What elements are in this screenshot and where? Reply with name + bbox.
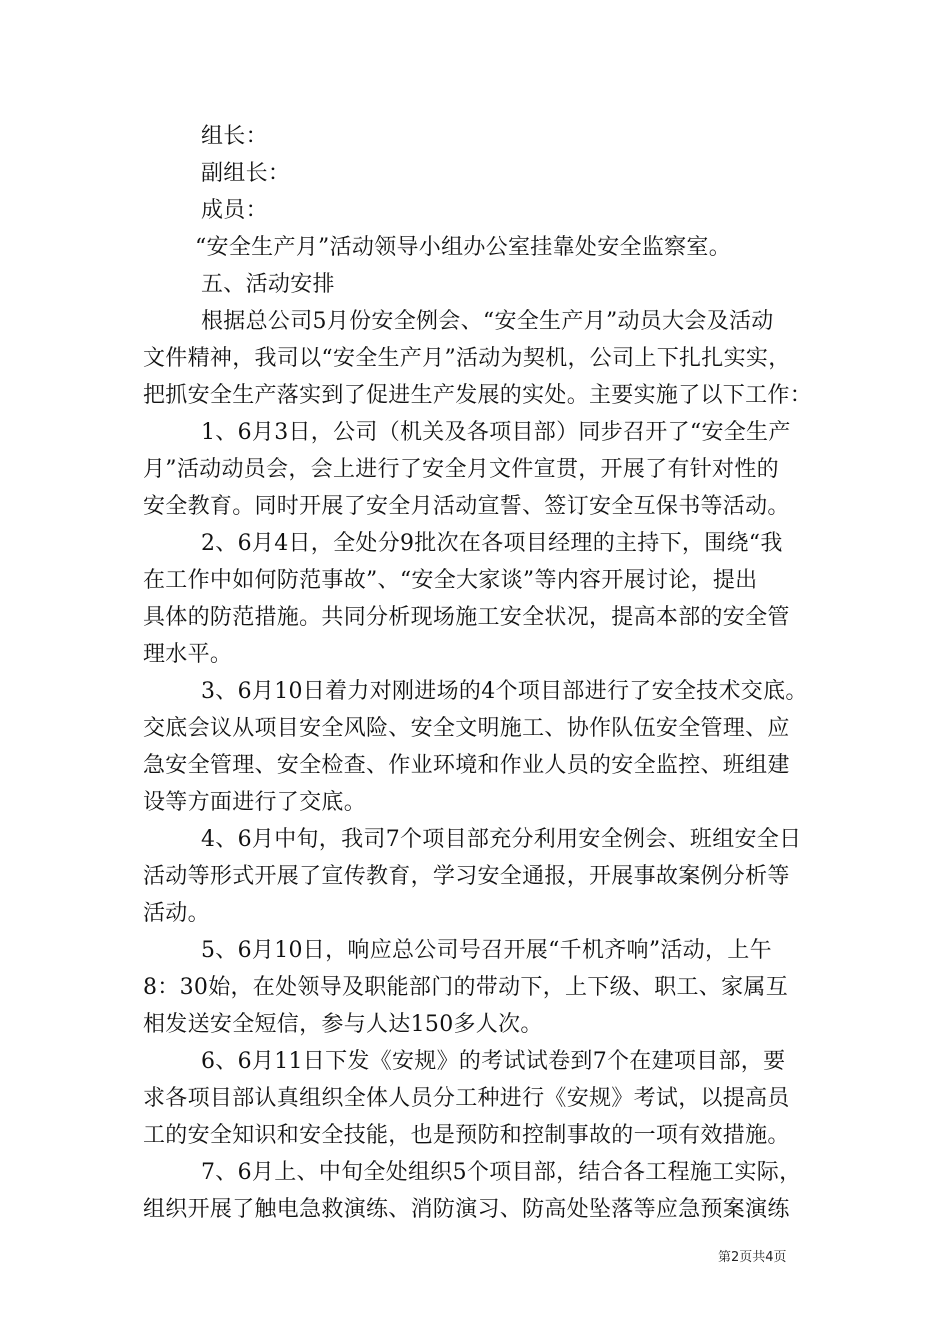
item-3-line: 急安全管理、安全检查、作业环境和作业人员的安全监控、班组建 [143,753,790,778]
paragraph-line: 把抓安全生产落实到了促进生产发展的实处。主要实施了以下工作： [143,383,813,408]
item-3-line: 交底会议从项目安全风险、安全文明施工、协作队伍安全管理、应 [143,716,790,741]
item-4-line: 活动等形式开展了宣传教育，学习安全通报，开展事故案例分析等 [143,864,790,889]
paragraph-line: 根据总公司5月份安全例会、“安全生产月”动员大会及活动 [201,309,774,334]
item-5-line: 8：30始，在处领导及职能部门的带动下，上下级、职工、家属互 [143,975,788,1000]
page-number-footer: 第2页共4页 [718,1250,787,1265]
item-1-line: 1、6月3日，公司（机关及各项目部）同步召开了“安全生产 [201,420,791,445]
paragraph-line: 文件精神，我司以“安全生产月”活动为契机，公司上下扎扎实实， [143,346,791,371]
item-2-line: 2、6月4日，全处分9批次在各项目经理的主持下，围绕“我 [201,531,783,556]
item-1-line: 安全教育。同时开展了安全月活动宣誓、签订安全互保书等活动。 [143,494,790,519]
item-1-line: 月”活动动员会，会上进行了安全月文件宣贯，开展了有针对性的 [143,457,779,482]
item-2-line: 在工作中如何防范事故”、“安全大家谈”等内容开展讨论，提出 [143,568,758,593]
item-5-line: 相发送安全短信，参与人达150多人次。 [143,1012,543,1037]
members-line: 成员： [201,198,268,223]
item-2-line: 理水平。 [143,642,233,667]
item-2-line: 具体的防范措施。共同分析现场施工安全状况，提高本部的安全管 [143,605,790,630]
item-6-line: 求各项目部认真组织全体人员分工种进行《安规》考试，以提高员 [143,1086,790,1111]
item-4-line: 活动。 [143,901,210,926]
section-heading: 五、活动安排 [201,272,335,297]
item-3-line: 设等方面进行了交底。 [143,790,367,815]
office-note-line: “安全生产月”活动领导小组办公室挂靠处安全监察室。 [195,235,731,260]
deputy-leader-line: 副组长： [201,161,291,186]
item-3-line: 3、6月10日着力对刚进场的4个项目部进行了安全技术交底。 [201,679,808,704]
item-6-line: 工的安全知识和安全技能，也是预防和控制事故的一项有效措施。 [143,1123,790,1148]
item-6-line: 6、6月11日下发《安规》的考试试卷到7个在建项目部，要 [201,1049,786,1074]
item-7-line: 7、6月上、中旬全处组织5个项目部，结合各工程施工实际， [201,1160,802,1185]
item-5-line: 5、6月10日，响应总公司号召开展“千机齐响”活动，上午 [201,938,772,963]
item-7-line: 组织开展了触电急救演练、消防演习、防高处坠落等应急预案演练 [143,1197,790,1222]
team-leader-line: 组长： [201,124,268,149]
item-4-line: 4、6月中旬，我司7个项目部充分利用安全例会、班组安全日 [201,827,802,852]
